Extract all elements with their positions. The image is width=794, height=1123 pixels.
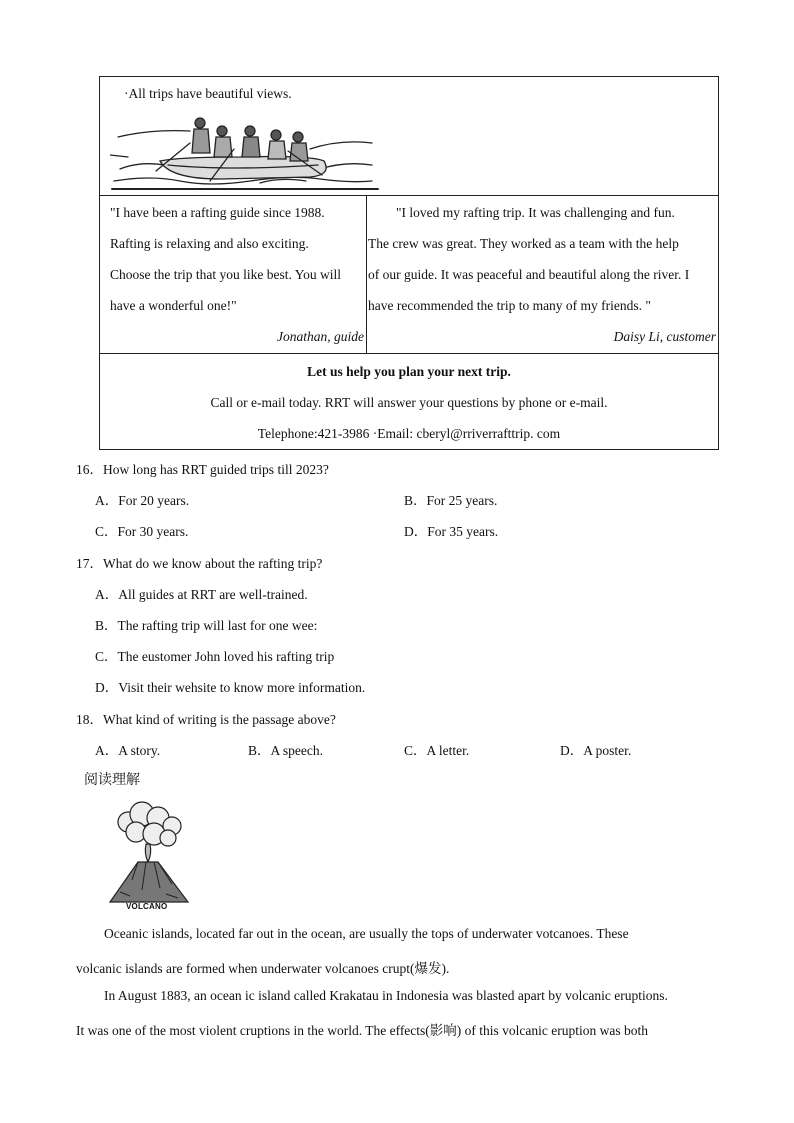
- guide-quote-line: Rafting is relaxing and also exciting.: [110, 236, 309, 251]
- contact-line: Telephone:421-3986 ·Email: cberyl@rriverrafttrip. com: [257, 426, 561, 441]
- paragraph-line: In August 1883, an ocean ic island called Krakatau in Indonesia was blasted apart by volcanic eruptions.: [104, 988, 668, 1003]
- divider: [100, 353, 718, 354]
- paragraph-line: Oceanic islands, located far out in the ocean, are usually the tops of underwater votcanoes. These: [104, 926, 629, 941]
- paragraph-line: It was one of the most violent cruptions in the world. The effects(影响) of this volcanic eruption was both: [76, 1023, 649, 1038]
- cta-line: Call or e-mail today. RRT will answer your questions by phone or e-mail.: [210, 395, 608, 410]
- answer-option[interactable]: B．The rafting trip will last for one wee:: [95, 618, 318, 633]
- customer-quote-line: of our guide. It was peaceful and beautiful along the river. I: [368, 267, 690, 282]
- answer-option[interactable]: D．For 35 years.: [404, 524, 499, 539]
- customer-signature: Daisy Li, customer: [613, 329, 716, 344]
- answer-option[interactable]: B．A speech.: [248, 743, 323, 758]
- answer-option[interactable]: A．All guides at RRT are well-trained.: [95, 587, 308, 602]
- customer-quote-line: "I loved my rafting trip. It was challenging and fun.: [396, 205, 675, 220]
- guide-quote-line: have a wonderful one!": [110, 298, 237, 313]
- poster-top-text: ·All trips have beautiful views.: [124, 86, 292, 101]
- answer-option[interactable]: A．For 20 years.: [95, 493, 190, 508]
- cta-title: Let us help you plan your next trip.: [307, 364, 511, 379]
- answer-option[interactable]: A．A story.: [95, 743, 161, 758]
- answer-option[interactable]: D．A poster.: [560, 743, 632, 758]
- customer-quote-line: The crew was great. They worked as a team with the help: [368, 236, 679, 251]
- column-divider: [366, 195, 367, 353]
- question-stem: 16．How long has RRT guided trips till 2023?: [76, 462, 329, 477]
- poster-box: [99, 76, 719, 450]
- divider: [100, 195, 718, 196]
- customer-quote-line: have recommended the trip to many of my friends. ": [368, 298, 651, 313]
- guide-signature: Jonathan, guide: [277, 329, 364, 344]
- volcano-icon: [106, 800, 190, 906]
- volcano-illustration: [106, 800, 190, 916]
- volcano-caption: VOLCANO: [126, 902, 168, 911]
- answer-option[interactable]: C．A letter.: [404, 743, 470, 758]
- rafting-illustration: [110, 109, 380, 191]
- section-title: 阅读理解: [84, 772, 140, 788]
- answer-option[interactable]: C．For 30 years.: [95, 524, 189, 539]
- guide-quote-line: Choose the trip that you like best. You will: [110, 267, 341, 282]
- paragraph-line: volcanic islands are formed when underwater volcanoes crupt(爆发).: [76, 961, 450, 976]
- guide-quote-line: "I have been a rafting guide since 1988.: [110, 205, 325, 220]
- question-stem: 18．What kind of writing is the passage above?: [76, 712, 336, 727]
- answer-option[interactable]: C．The eustomer John loved his rafting trip: [95, 649, 335, 664]
- answer-option[interactable]: B．For 25 years.: [404, 493, 498, 508]
- question-stem: 17．What do we know about the rafting trip?: [76, 556, 323, 571]
- answer-option[interactable]: D．Visit their wehsite to know more information.: [95, 680, 366, 695]
